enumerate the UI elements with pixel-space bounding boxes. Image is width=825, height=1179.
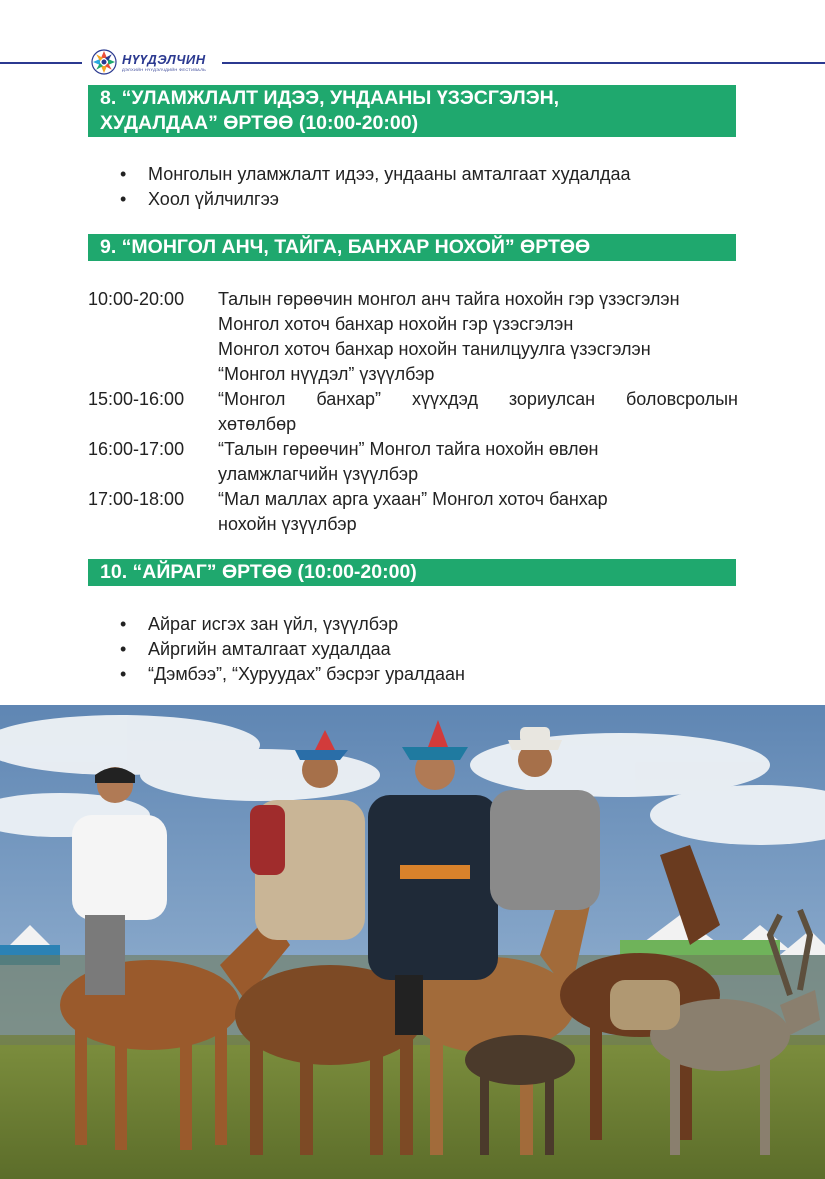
section-8-list: [120, 162, 631, 212]
schedule-time: 17:00-18:00: [88, 489, 185, 509]
section-10-title-text: 10. “АЙРАГ” ӨРТӨӨ (10:00-20:00): [100, 561, 417, 583]
schedule-text: уламжлагчийн үзүүлбэр: [218, 464, 419, 484]
schedule-text: “Талын гөрөөчин” Монгол тайга нохойн өвлөн: [218, 439, 599, 459]
schedule-text: Талын гөрөөчин монгол анч тайга нохойн гэр үзэсгэлэн: [218, 289, 680, 309]
schedule-text: “Мал маллах арга ухаан” Монгол хоточ банхар: [218, 489, 608, 509]
section-8-title-line2: ХУДАЛДАА” ӨРТӨӨ (10:00-20:00): [100, 112, 419, 134]
section-8-title-line1: 8. “УЛАМЖЛАЛТ ИДЭЭ, УНДААНЫ ҮЗЭСГЭЛЭН,: [100, 87, 560, 109]
list-item: • Айраг исгэх зан үйл, үзүүлбэр: [120, 612, 465, 637]
section-9-schedule: [88, 287, 738, 537]
schedule-row: [88, 487, 738, 537]
festival-logo: [90, 48, 206, 76]
festival-photo: [0, 705, 825, 1179]
header-divider-right: [222, 62, 825, 64]
section-9-title-text: 9. “МОНГОЛ АНЧ, ТАЙГА, БАНХАР НОХОЙ” ӨРТӨӨ: [100, 236, 591, 258]
schedule-time: 15:00-16:00: [88, 389, 185, 409]
schedule-text: нохойн үзүүлбэр: [218, 514, 357, 534]
schedule-text: Монгол хоточ банхар нохойн гэр үзэсгэлэн: [218, 314, 574, 334]
sun-emblem-icon: [90, 48, 118, 76]
section-10-list: [120, 612, 465, 687]
schedule-row: [88, 287, 738, 387]
page-header: [0, 0, 825, 80]
schedule-text: Монгол хоточ банхар нохойн танилцуулга үзэсгэлэн: [218, 339, 651, 359]
list-item: • Айргийн амталгаат худалдаа: [120, 637, 465, 662]
header-divider-left: [0, 62, 82, 64]
list-item: • Монголын уламжлалт идээ, ундааны амталгаат худалдаа: [120, 162, 631, 187]
schedule-text: “Монгол банхар” хүүхдэд зориулсан боловсролын: [218, 389, 738, 409]
list-item: • “Дэмбээ”, “Хуруудах” бэсрэг уралдаан: [120, 662, 465, 687]
list-item: • Хоол үйлчилгээ: [120, 187, 631, 212]
section-8-title: [88, 85, 736, 137]
schedule-row: [88, 387, 738, 437]
section-10-title: [88, 559, 736, 586]
logo-name: НҮҮДЭЛЧИН: [122, 51, 206, 67]
schedule-time: 16:00-17:00: [88, 439, 185, 459]
schedule-text: хөтөлбөр: [218, 414, 297, 434]
schedule-time: 10:00-20:00: [88, 289, 185, 309]
schedule-text: “Монгол нүүдэл” үзүүлбэр: [218, 364, 435, 384]
logo-subtitle: ДЭЛХИЙН НҮҮДЭЛЧДИЙН ФЕСТИВАЛЬ: [122, 66, 207, 72]
horsemen-reindeer-illustration: [0, 705, 825, 1179]
schedule-row: [88, 437, 738, 487]
section-9-title: [88, 234, 736, 261]
